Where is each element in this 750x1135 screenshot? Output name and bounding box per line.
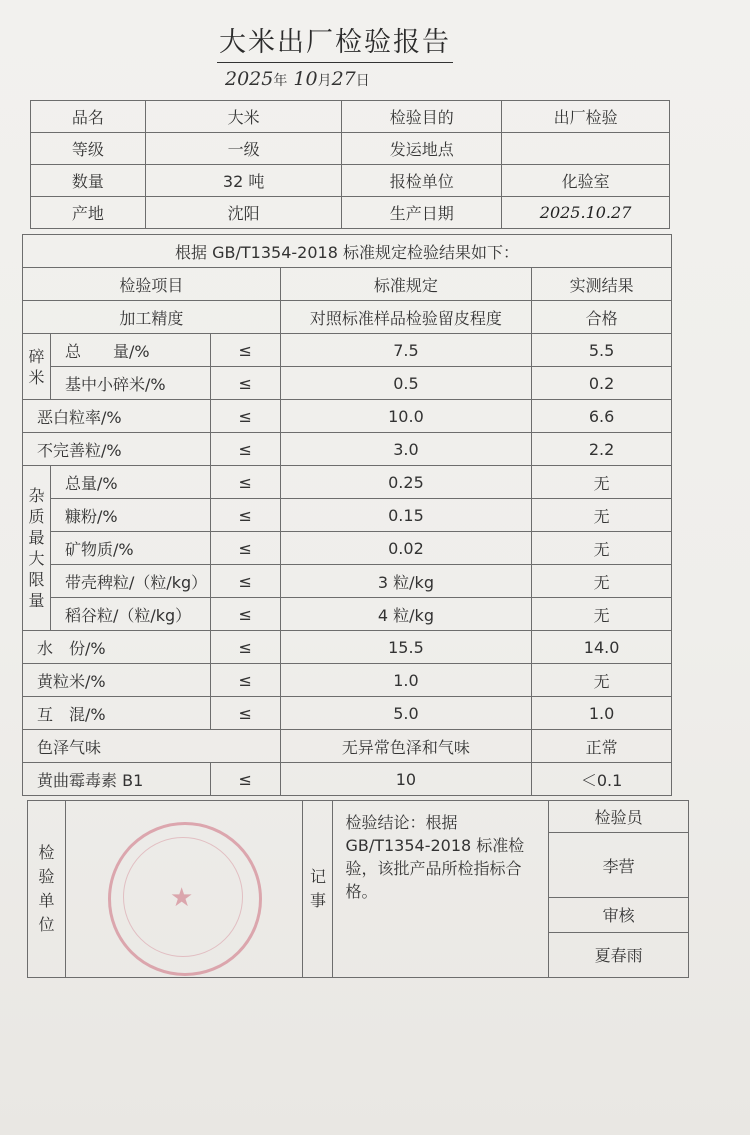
table-row bbox=[23, 565, 672, 598]
item-result: 0.2 bbox=[532, 367, 672, 400]
item-label: 糠粉/% bbox=[50, 499, 210, 532]
item-label: 总 量/% bbox=[50, 334, 210, 367]
grade-value: 一级 bbox=[145, 133, 342, 165]
table-row bbox=[23, 730, 672, 763]
table-row bbox=[23, 664, 672, 697]
item-symbol: ≤ bbox=[210, 664, 280, 697]
inspector-label: 检验员 bbox=[549, 801, 689, 833]
item-standard: 7.5 bbox=[280, 334, 532, 367]
header-item: 检验项目 bbox=[23, 268, 281, 301]
item-standard: 3 粒/kg bbox=[280, 565, 532, 598]
item-standard: 0.15 bbox=[280, 499, 532, 532]
item-symbol: ≤ bbox=[210, 433, 280, 466]
product-name-value: 大米 bbox=[145, 101, 342, 133]
purpose-label: 检验目的 bbox=[342, 101, 502, 133]
item-symbol: ≤ bbox=[210, 763, 280, 796]
item-result: 1.0 bbox=[532, 697, 672, 730]
conclusion-text: 检验结论：根据 GB/T1354-2018 标准检验，该批产品所检指标合格。 bbox=[333, 801, 549, 978]
table-row bbox=[23, 532, 672, 565]
item-result: 5.5 bbox=[532, 334, 672, 367]
table-row bbox=[23, 631, 672, 664]
item-standard: 10.0 bbox=[280, 400, 532, 433]
item-standard: 0.25 bbox=[280, 466, 532, 499]
item-label: 带壳稗粒/（粒/kg） bbox=[50, 565, 210, 598]
item-result: 无 bbox=[532, 499, 672, 532]
standard-intro: 根据 GB/T1354-2018 标准规定检验结果如下： bbox=[23, 235, 672, 268]
item-result: 无 bbox=[532, 664, 672, 697]
item-symbol: ≤ bbox=[210, 532, 280, 565]
results-table bbox=[22, 234, 672, 796]
table-row bbox=[23, 697, 672, 730]
item-label: 总量/% bbox=[50, 466, 210, 499]
item-standard: 0.02 bbox=[280, 532, 532, 565]
item-result: 正常 bbox=[532, 730, 672, 763]
item-symbol: ≤ bbox=[210, 565, 280, 598]
seal-star-icon: ★ bbox=[170, 883, 194, 913]
remark-label: 记 事 bbox=[303, 801, 333, 978]
item-result: 6.6 bbox=[532, 400, 672, 433]
reviewer-label: 审核 bbox=[549, 898, 689, 932]
item-standard: 15.5 bbox=[280, 631, 532, 664]
table-row bbox=[23, 499, 672, 532]
destination-label: 发运地点 bbox=[342, 133, 502, 165]
info-table bbox=[30, 100, 670, 229]
origin-value: 沈阳 bbox=[145, 197, 342, 229]
item-standard: 10 bbox=[280, 763, 532, 796]
item-label: 矿物质/% bbox=[50, 532, 210, 565]
item-label: 加工精度 bbox=[23, 301, 281, 334]
item-result: 合格 bbox=[532, 301, 672, 334]
table-row bbox=[23, 466, 672, 499]
broken-category: 碎 米 bbox=[23, 334, 51, 400]
item-symbol: ≤ bbox=[210, 598, 280, 631]
item-label: 稻谷粒/（粒/kg） bbox=[50, 598, 210, 631]
item-symbol: ≤ bbox=[210, 367, 280, 400]
production-date-value: 2025.10.27 bbox=[502, 197, 670, 229]
item-standard: 对照标准样品检验留皮程度 bbox=[280, 301, 532, 334]
header-result: 实测结果 bbox=[532, 268, 672, 301]
item-symbol: ≤ bbox=[210, 334, 280, 367]
header-standard: 标准规定 bbox=[280, 268, 532, 301]
table-row bbox=[23, 598, 672, 631]
table-row bbox=[23, 763, 672, 796]
reviewer-name: 夏春雨 bbox=[549, 932, 689, 977]
quantity-value: 32 吨 bbox=[145, 165, 342, 197]
item-symbol: ≤ bbox=[210, 466, 280, 499]
product-name-label: 品名 bbox=[31, 101, 146, 133]
table-row bbox=[23, 400, 672, 433]
destination-value bbox=[502, 133, 670, 165]
item-label: 色泽气味 bbox=[23, 730, 281, 763]
table-row bbox=[23, 301, 672, 334]
item-label: 基中小碎米/% bbox=[50, 367, 210, 400]
item-result: 2.2 bbox=[532, 433, 672, 466]
item-symbol: ≤ bbox=[210, 499, 280, 532]
company-seal bbox=[108, 822, 262, 976]
item-result: 无 bbox=[532, 565, 672, 598]
item-result: 无 bbox=[532, 598, 672, 631]
table-row bbox=[23, 367, 672, 400]
inspector-name: 李营 bbox=[549, 833, 689, 898]
item-label: 不完善粒/% bbox=[23, 433, 211, 466]
impurity-category: 杂 质 最 大 限 量 bbox=[23, 466, 51, 631]
item-standard: 0.5 bbox=[280, 367, 532, 400]
item-symbol: ≤ bbox=[210, 400, 280, 433]
inspection-unit-label: 报检单位 bbox=[342, 165, 502, 197]
report-date: 2025年 10月27日 bbox=[225, 68, 370, 90]
item-standard: 无异常色泽和气味 bbox=[280, 730, 532, 763]
item-label: 黄粒米/% bbox=[23, 664, 211, 697]
item-standard: 1.0 bbox=[280, 664, 532, 697]
item-symbol: ≤ bbox=[210, 631, 280, 664]
report-title: 大米出厂检验报告 bbox=[0, 20, 670, 59]
item-standard: 4 粒/kg bbox=[280, 598, 532, 631]
production-date-label: 生产日期 bbox=[342, 197, 502, 229]
item-label: 互 混/% bbox=[23, 697, 211, 730]
unit-label: 检 验 单 位 bbox=[28, 801, 66, 978]
grade-label: 等级 bbox=[31, 133, 146, 165]
item-result: 无 bbox=[532, 466, 672, 499]
item-label: 黄曲霉毒素 B1 bbox=[23, 763, 211, 796]
item-label: 恶白粒率/% bbox=[23, 400, 211, 433]
item-result: ＜0.1 bbox=[532, 763, 672, 796]
inspection-unit-value: 化验室 bbox=[502, 165, 670, 197]
table-row bbox=[23, 433, 672, 466]
item-symbol: ≤ bbox=[210, 697, 280, 730]
item-standard: 5.0 bbox=[280, 697, 532, 730]
item-standard: 3.0 bbox=[280, 433, 532, 466]
quantity-label: 数量 bbox=[31, 165, 146, 197]
table-row bbox=[23, 334, 672, 367]
item-result: 无 bbox=[532, 532, 672, 565]
purpose-value: 出厂检验 bbox=[502, 101, 670, 133]
item-label: 水 份/% bbox=[23, 631, 211, 664]
item-result: 14.0 bbox=[532, 631, 672, 664]
origin-label: 产地 bbox=[31, 197, 146, 229]
